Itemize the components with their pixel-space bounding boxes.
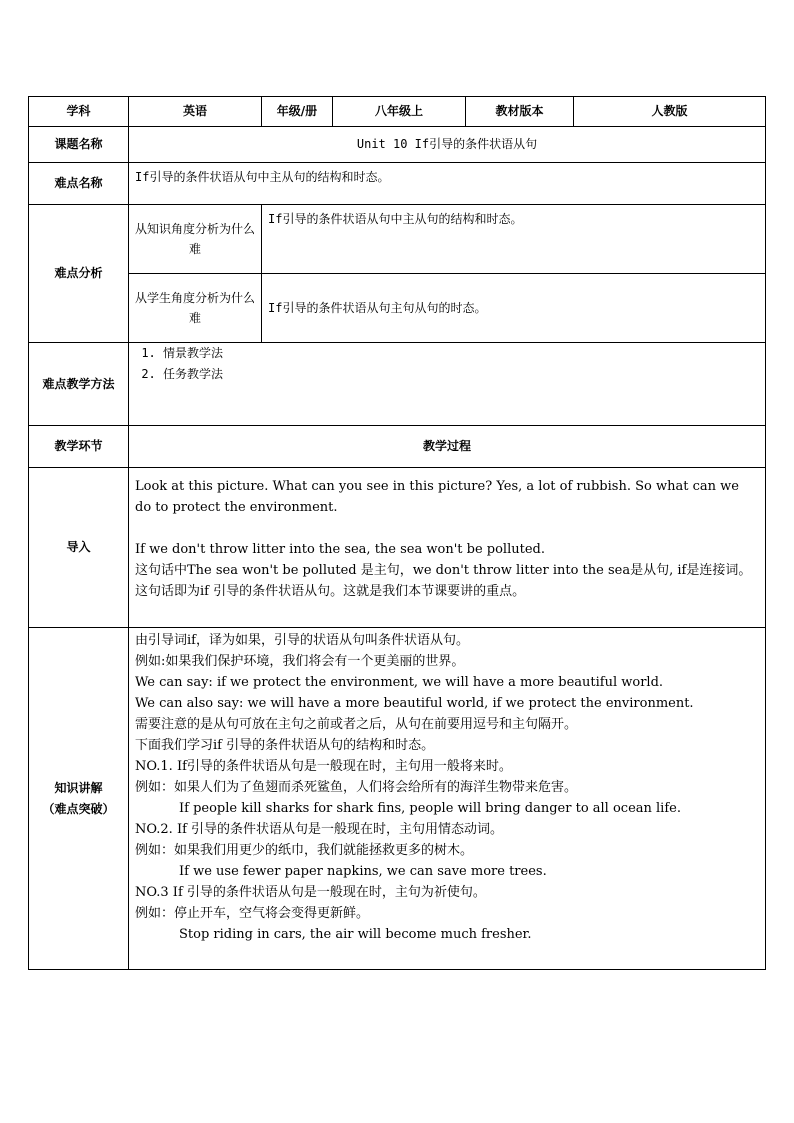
- intro-line: 这句话中The sea won't be polluted 是主句，we don't throw litter into the sea是从句, if是连接词。这句话即为if 引导的条件状语从句。这就是我们本节课要讲的重点。: [135, 563, 752, 599]
- grade-value: 八年级上: [333, 97, 466, 127]
- intro-label: 导入: [29, 468, 129, 628]
- lesson-row: [29, 127, 766, 163]
- blank-line: [135, 518, 759, 539]
- intro-line: If we don't throw litter into the sea, the sea won't be polluted.: [135, 542, 545, 557]
- knowledge-row: [29, 628, 766, 970]
- knowledge-line: 例如：如果人们为了鱼翅而杀死鲨鱼，人们将会给所有的海洋生物带来危害。: [135, 780, 578, 795]
- process-label: 教学过程: [129, 426, 766, 468]
- knowledge-line: 例如：如果我们用更少的纸巾，我们就能拯救更多的树木。: [135, 843, 474, 858]
- methods-list: [129, 343, 766, 426]
- knowledge-label: [29, 628, 129, 970]
- lesson-value: Unit 10 If引导的条件状语从句: [129, 127, 766, 163]
- knowledge-line: 由引导词if，译为如果，引导的状语从句叫条件状语从句。: [135, 633, 469, 648]
- knowledge-line: We can say: if we protect the environment, we will have a more beautiful world.: [135, 675, 664, 690]
- knowledge-line: NO.1. If引导的条件状语从句是一般现在时，主句用一般将来时。: [135, 759, 512, 774]
- subject-value: 英语: [129, 97, 262, 127]
- analysis-student-row: [29, 274, 766, 343]
- edition-label: 教材版本: [466, 97, 574, 127]
- methods-items: [135, 343, 759, 385]
- difficulty-label: 难点名称: [29, 163, 129, 205]
- knowledge-example: If we use fewer paper napkins, we can save more trees.: [179, 864, 547, 879]
- process-header-row: [29, 426, 766, 468]
- knowledge-line: NO.3 If 引导的条件状语从句是一般现在时，主句为祈使句。: [135, 885, 486, 900]
- student-angle-value: If引导的条件状语从句主句从句的时态。: [262, 274, 766, 343]
- stage-label: 教学环节: [29, 426, 129, 468]
- analysis-knowledge-row: [29, 205, 766, 274]
- subject-label: 学科: [29, 97, 129, 127]
- knowledge-line: NO.2. If 引导的条件状语从句是一般现在时，主句用情态动词。: [135, 822, 504, 837]
- grade-label: 年级/册: [262, 97, 333, 127]
- knowledge-line: 下面我们学习if 引导的条件状语从句的结构和时态。: [135, 738, 435, 753]
- intro-content: [129, 468, 766, 628]
- knowledge-line: 需要注意的是从句可放在主句之前或者之后，从句在前要用逗号和主句隔开。: [135, 717, 578, 732]
- knowledge-label-sub: （难点突破）: [42, 801, 115, 816]
- method-item: 2. 任务教学法: [163, 364, 759, 385]
- methods-row: [29, 343, 766, 426]
- edition-value: 人教版: [574, 97, 766, 127]
- knowledge-content: [129, 628, 766, 970]
- lesson-label: 课题名称: [29, 127, 129, 163]
- difficulty-row: [29, 163, 766, 205]
- intro-line: Look at this picture. What can you see in this picture? Yes, a lot of rubbish. So what can we do to protect the environment.: [135, 479, 739, 515]
- method-item: 1. 情景教学法: [163, 343, 759, 364]
- methods-label: 难点教学方法: [29, 343, 129, 426]
- knowledge-example: If people kill sharks for shark fins, people will bring danger to all ocean life.: [179, 801, 681, 816]
- knowledge-line: 例如:如果我们保护环境，我们将会有一个更美丽的世界。: [135, 654, 465, 669]
- difficulty-value: If引导的条件状语从句中主从句的结构和时态。: [129, 163, 766, 205]
- analysis-label: 难点分析: [29, 205, 129, 343]
- student-angle-label: 从学生角度分析为什么难: [129, 274, 262, 343]
- header-row: [29, 97, 766, 127]
- knowledge-line: We can also say: we will have a more beautiful world, if we protect the environment.: [135, 696, 694, 711]
- knowledge-angle-label: 从知识角度分析为什么难: [129, 205, 262, 274]
- knowledge-angle-value: If引导的条件状语从句中主从句的结构和时态。: [262, 205, 766, 274]
- lesson-plan-table: [28, 96, 766, 970]
- knowledge-line: 例如：停止开车，空气将会变得更新鲜。: [135, 906, 370, 921]
- knowledge-label-main: 知识讲解: [54, 780, 103, 795]
- knowledge-example: Stop riding in cars, the air will become much fresher.: [179, 927, 532, 942]
- intro-row: [29, 468, 766, 628]
